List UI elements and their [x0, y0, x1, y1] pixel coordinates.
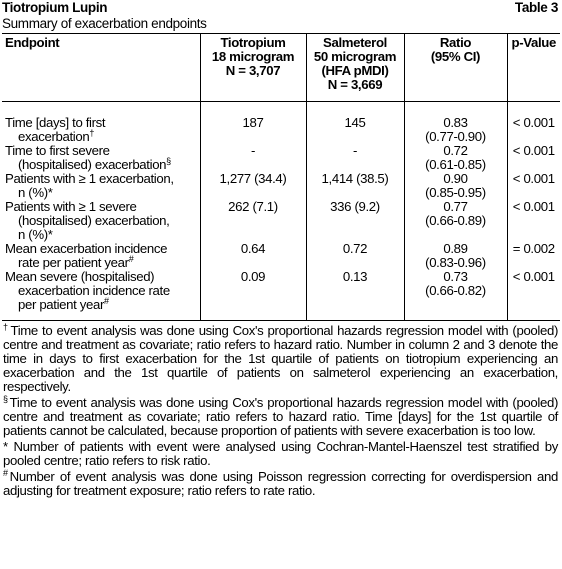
- footnote: [3, 393, 558, 438]
- ratio-ci: (0.61-0.85): [425, 156, 486, 172]
- header-tiotropium-line: 18 microgram: [211, 49, 295, 64]
- endpoint-line: (hospitalised) exacerbation,: [18, 212, 170, 228]
- document-title: Tiotropium Lupin: [2, 0, 108, 15]
- header-salmeterol-line: N = 3,669: [327, 77, 383, 92]
- footnotes: [2, 321, 560, 498]
- cell-endpoint: [2, 270, 200, 321]
- spacer-row: [2, 102, 560, 116]
- footnote-mark: #: [128, 253, 134, 264]
- endpoint-line: [5, 295, 197, 312]
- cell-pvalue: < 0.001: [507, 116, 560, 144]
- header-salmeterol: [306, 34, 404, 102]
- endpoint-line: n (%)*: [18, 226, 53, 242]
- header-pvalue: p-Value: [507, 34, 560, 102]
- header-salmeterol-line: Salmeterol: [323, 35, 387, 50]
- footnote-text: Time to event analysis was done using Cox's proportional hazards regression model with (pooled) centre and treatment as covariate; ratio refers to hazard ratio. Time [days] for the 1st quartile of patients cannot be calculated, because proportion of patients with severe exacerbation is too low.: [3, 394, 558, 438]
- table-caption: Summary of exacerbation endpoints: [2, 16, 207, 31]
- header-tiotropium-line: N = 3,707: [225, 63, 281, 78]
- endpoint-line: Patients with ≥ 1 exacerbation,: [5, 170, 174, 186]
- cell-salmeterol: 336 (9.2): [306, 200, 404, 242]
- footnote-mark: #: [3, 467, 8, 478]
- footnote-mark: §: [166, 155, 171, 166]
- exacerbation-table: [2, 33, 560, 321]
- table-row: [2, 144, 560, 172]
- endpoint-line: Time to first severe: [5, 142, 110, 158]
- cell-endpoint: [2, 200, 200, 242]
- footnote: [3, 467, 558, 498]
- table-row: [2, 270, 560, 321]
- footnote-text: Time to event analysis was done using Cox's proportional hazards regression model with (pooled) centre and treatment as covariate; ratio refers to hazard ratio. Number in column 2 and 3 denote the time in days to first exacerbation for the 1st quartile of patients on tiotropium experiencing an exacerbation and the 1st quartile of patients on salmeterol experiencing an exacerbation, respectively.: [3, 322, 558, 394]
- ratio-ci: (0.77-0.90): [425, 128, 486, 144]
- cell-tiotropium: 0.09: [200, 270, 306, 321]
- endpoint-line: n (%)*: [18, 184, 53, 200]
- cell-salmeterol: -: [306, 144, 404, 172]
- cell-pvalue: < 0.001: [507, 200, 560, 242]
- table-label: Table 3: [514, 0, 558, 15]
- cell-ratio: [404, 172, 507, 200]
- ratio-ci: (0.85-0.95): [425, 184, 486, 200]
- cell-salmeterol: 1,414 (38.5): [306, 172, 404, 200]
- cell-salmeterol: 0.72: [306, 242, 404, 270]
- table-row: [2, 172, 560, 200]
- table-row: [2, 116, 560, 144]
- cell-pvalue: < 0.001: [507, 172, 560, 200]
- endpoint-line-text: exacerbation: [18, 128, 90, 144]
- cell-endpoint: [2, 116, 200, 144]
- header-ratio-line: (95% CI): [430, 49, 481, 64]
- endpoint-line: Mean exacerbation incidence: [5, 240, 168, 256]
- header-tiotropium: [200, 34, 306, 102]
- ratio-ci: (0.66-0.89): [425, 212, 486, 228]
- cell-ratio: [404, 270, 507, 321]
- endpoint-line-text: per patient year: [18, 296, 105, 312]
- cell-tiotropium: 1,277 (34.4): [200, 172, 306, 200]
- cell-endpoint: [2, 242, 200, 270]
- cell-ratio: [404, 242, 507, 270]
- cell-pvalue: = 0.002: [507, 242, 560, 270]
- footnote-mark: §: [3, 393, 8, 404]
- header-tiotropium-line: Tiotropium: [220, 35, 286, 50]
- title-row: [2, 1, 560, 17]
- cell-tiotropium: 262 (7.1): [200, 200, 306, 242]
- header-salmeterol-line: 50 microgram: [313, 49, 397, 64]
- header-salmeterol-line: (HFA pMDI): [321, 63, 389, 78]
- ratio-value: 0.73: [443, 268, 468, 284]
- table-row: [2, 242, 560, 270]
- endpoint-line-text: (hospitalised) exacerbation: [18, 156, 167, 172]
- footnote-mark: †: [3, 321, 9, 332]
- footnote-mark: †: [89, 127, 94, 138]
- cell-endpoint: [2, 172, 200, 200]
- endpoint-line-text: rate per patient year: [18, 254, 129, 270]
- endpoint-line: Time [days] to first: [5, 114, 106, 130]
- header-ratio: [404, 34, 507, 102]
- cell-ratio: [404, 200, 507, 242]
- footnote: [3, 321, 558, 394]
- cell-pvalue: < 0.001: [507, 270, 560, 321]
- cell-salmeterol: 145: [306, 116, 404, 144]
- cell-tiotropium: -: [200, 144, 306, 172]
- ratio-ci: (0.83-0.96): [425, 254, 486, 270]
- endpoint-line: Patients with ≥ 1 severe: [5, 198, 137, 214]
- endpoint-line: [5, 155, 197, 172]
- ratio-value: 0.83: [443, 114, 468, 130]
- cell-tiotropium: 187: [200, 116, 306, 144]
- cell-salmeterol: 0.13: [306, 270, 404, 321]
- header-endpoint: Endpoint: [5, 35, 60, 50]
- ratio-ci: (0.66-0.82): [425, 282, 486, 298]
- table-header-row: [2, 34, 560, 102]
- cell-ratio: [404, 144, 507, 172]
- cell-ratio: [404, 116, 507, 144]
- footnote-mark: *: [3, 438, 8, 454]
- ratio-value: 0.89: [443, 240, 468, 256]
- endpoint-line: [5, 253, 197, 270]
- cell-endpoint: [2, 144, 200, 172]
- ratio-value: 0.90: [443, 170, 468, 186]
- cell-tiotropium: 0.64: [200, 242, 306, 270]
- endpoint-line: exacerbation incidence rate: [18, 282, 170, 298]
- header-ratio-line: Ratio: [439, 35, 472, 50]
- ratio-value: 0.72: [443, 142, 468, 158]
- ratio-value: 0.77: [443, 198, 468, 214]
- table-row: [2, 200, 560, 242]
- cell-pvalue: < 0.001: [507, 144, 560, 172]
- footnote-mark: #: [104, 295, 109, 306]
- endpoint-line: [5, 127, 197, 144]
- footnote-text: Number of patients with event were analysed using Cochran-Mantel-Haenszel test stratified by pooled centre; ratio refers to risk ratio.: [3, 438, 558, 468]
- footnote: [3, 440, 558, 468]
- footnote-text: Number of event analysis was done using Poisson regression correcting for overdispersion and adjusting for treatment exposure; ratio refers to rate ratio.: [3, 468, 558, 498]
- endpoint-line: Mean severe (hospitalised): [5, 268, 155, 284]
